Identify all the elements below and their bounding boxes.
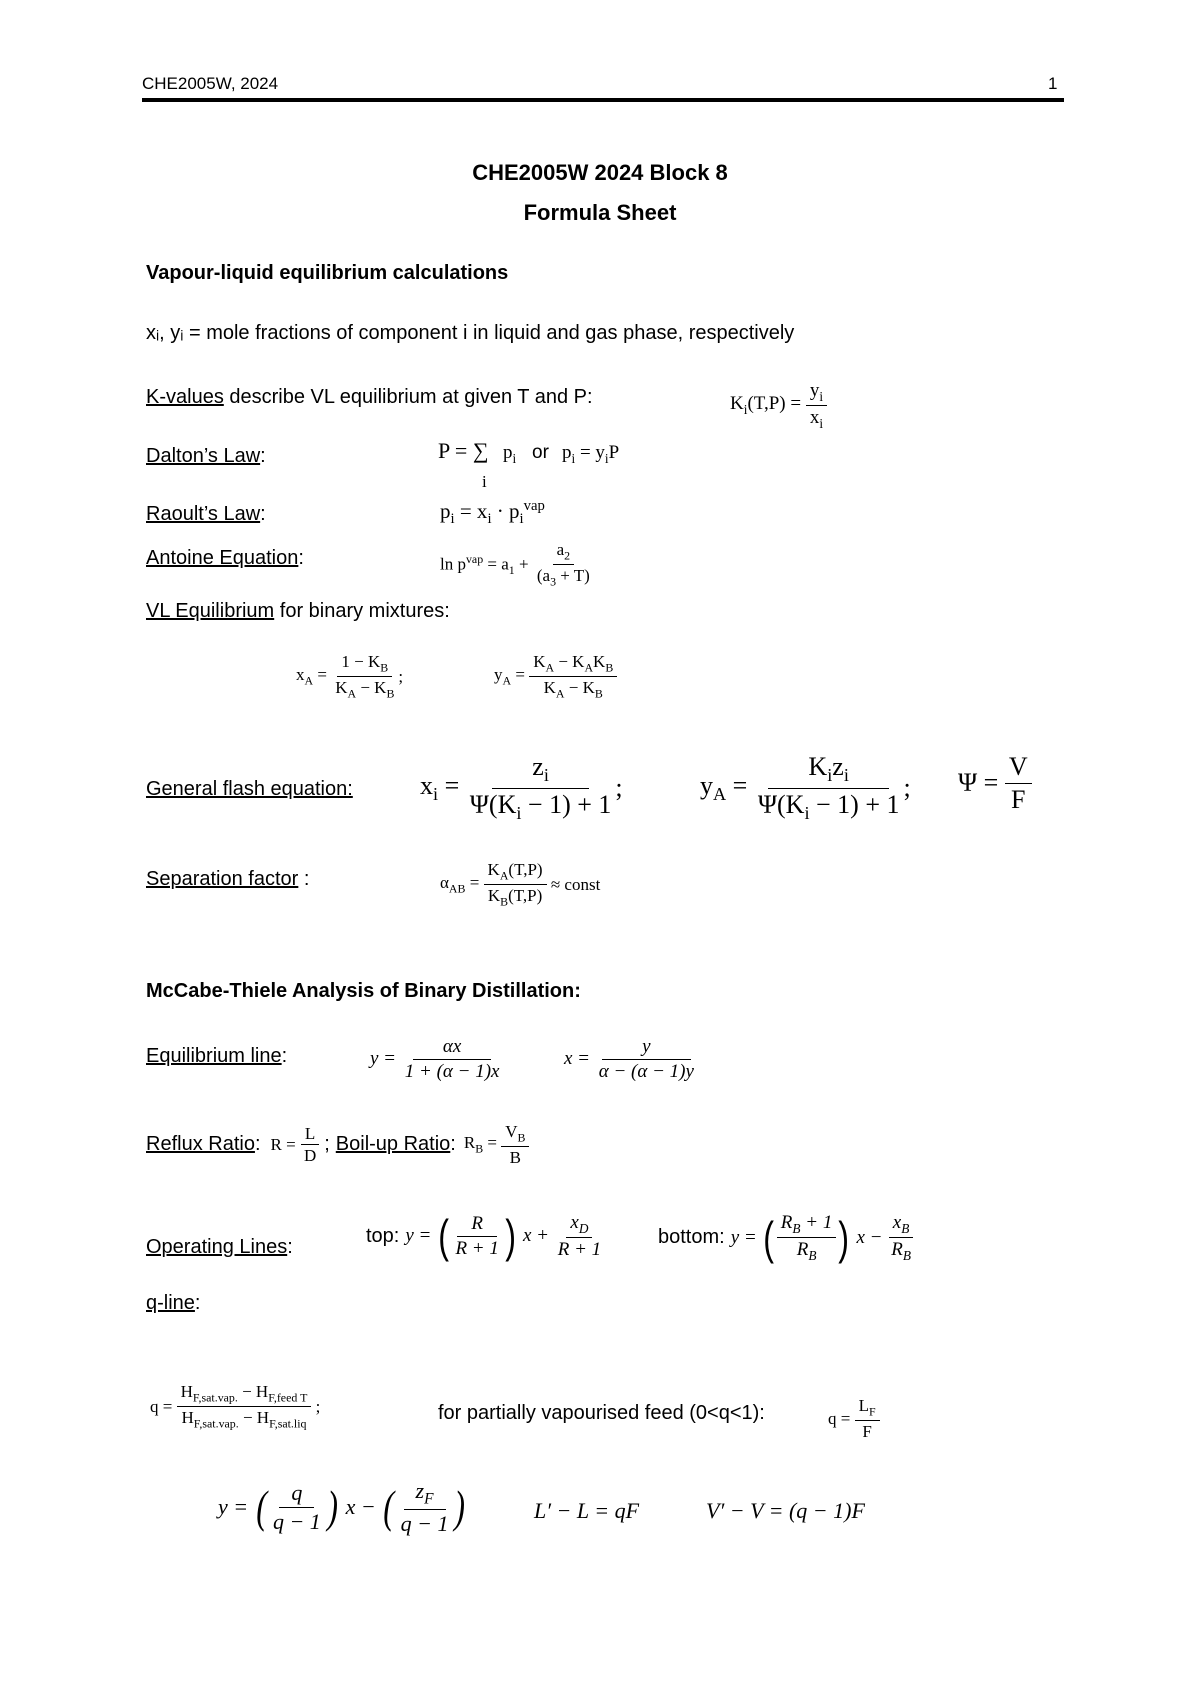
equilibrium-y-formula: y = $\frac{\alpha x}{1 + (\alpha - 1)x}$ (370, 1036, 500, 1082)
vapour-flow-relation: V′ − V = (q − 1)F (706, 1498, 865, 1523)
raoult-formula: $p_i = x_i \cdot p_i^{vap}$ (440, 498, 545, 528)
qline-line: q-line: (146, 1292, 201, 1314)
operating-bottom: bottom: y = ( $\frac{R_B + 1}{R_B}$ ) x − $\frac{x_B}{R_B}$ (658, 1212, 915, 1263)
binary-line: VL Equilibrium for binary mixtures: (146, 600, 450, 622)
binary-xa-formula: $x_A$ = $\frac{1 - K_B}{K_A - K_B}$ ; (296, 652, 404, 701)
dalton-line: Dalton’s Law: (146, 445, 266, 467)
reflux-line: Reflux Ratio : R = $\frac{L}{D}$ ; Boil-up Ratio : $R_B$ = $\frac{V_B}{B}$ (146, 1122, 529, 1168)
dalton-label: Dalton’s Law (146, 445, 261, 467)
flash-x-formula: $x_i$ = $\frac{z_i}{\Psi(K_i - 1) + 1}$ ; (420, 752, 623, 824)
raoult-line: Raoult’s Law: (146, 503, 266, 525)
equilibrium-x-formula: x = $\frac{y}{\alpha - (\alpha - 1)y}$ (564, 1036, 694, 1082)
mole-fraction-definition: xᵢ, yᵢ = mole fractions of component i in liquid and gas phase, respectively (146, 322, 795, 344)
binary-label: VL Equilibrium (146, 600, 275, 622)
antoine-label: Antoine Equation (146, 547, 299, 569)
kvalues-label: K-values (146, 386, 224, 408)
operating-line: Operating Lines: (146, 1236, 293, 1258)
raoult-label: Raoult’s Law (146, 503, 261, 525)
section-heading-mccabe: McCabe-Thiele Analysis of Binary Distillation: (146, 980, 581, 1002)
header-course: CHE2005W, 2024 (142, 74, 279, 93)
separation-formula: $\alpha_{AB}$ = $\frac{K_A(T,P)}{K_B(T,P)}$ ≈ const (440, 860, 601, 909)
reflux-formula: $\frac{L}{D}$ (300, 1124, 320, 1166)
operating-label: Operating Lines (146, 1236, 288, 1258)
header-rule (142, 98, 1064, 102)
section-heading-vle: Vapour-liquid equilibrium calculations (146, 262, 509, 284)
liquid-flow-relation: L′ − L = qF (534, 1498, 640, 1523)
kvalues-line (146, 386, 593, 409)
qline-label: q-line (146, 1292, 195, 1314)
binary-ya-formula: $y_A$ = $\frac{K_A - K_AK_B}{K_A - K_B}$ (494, 652, 617, 701)
antoine-line: Antoine Equation: (146, 547, 304, 569)
q-partial-formula: q = $\frac{L_F}{F}$ (828, 1396, 880, 1442)
separation-label: Separation factor (146, 868, 299, 890)
q-definition-formula: q = $\frac{H_{F,sat.vap.} - H_{F,feed T}}{H_{F,sat.vap.} - H_{F,sat.liq}}$ ; (150, 1382, 321, 1431)
separation-line: Separation factor : (146, 868, 310, 890)
equilibrium-line: Equilibrium line: (146, 1045, 288, 1067)
operating-top: top: y = ( $\frac{R}{R + 1}$ ) x + $\frac{x_D}{R + 1}$ (366, 1210, 602, 1263)
boilup-formula: $\frac{V_B}{B}$ (501, 1122, 529, 1168)
kvalues-text: describe VL equilibrium at given T and P: (223, 386, 593, 408)
document-title: CHE2005W 2024 Block 8 (472, 160, 728, 185)
antoine-formula: $\ln p^{vap} = a_1$ + $\frac{a_2}{(a_3 + T)}$ (440, 540, 590, 589)
kvalue-formula: $K_i(T,P)$ = $\frac{y_i}{x_i}$ (730, 380, 827, 431)
page-number: 1 (1048, 74, 1058, 93)
flash-psi-formula: Ψ = $\frac{V}{F}$ (958, 752, 1032, 815)
boilup-label: Boil-up Ratio (335, 1133, 451, 1156)
document-subtitle: Formula Sheet (523, 200, 677, 225)
qline-equation: y = ( $\frac{q}{q - 1}$ ) x − ( $\frac{z_F}{q - 1}$ ) (218, 1478, 466, 1537)
equilibrium-label: Equilibrium line (146, 1045, 282, 1067)
flash-y-formula: $y_A$ = $\frac{K_iz_i}{\Psi(K_i - 1) + 1}$ ; (700, 752, 911, 824)
reflux-label: Reflux Ratio (146, 1133, 255, 1156)
flash-label: General flash equation: (146, 778, 353, 800)
dalton-formula: P = ∑ i $p_i$ or $p_i = y_iP$ (438, 438, 620, 491)
partial-vapourised-text: for partially vapourised feed (0<q<1): (438, 1402, 765, 1424)
